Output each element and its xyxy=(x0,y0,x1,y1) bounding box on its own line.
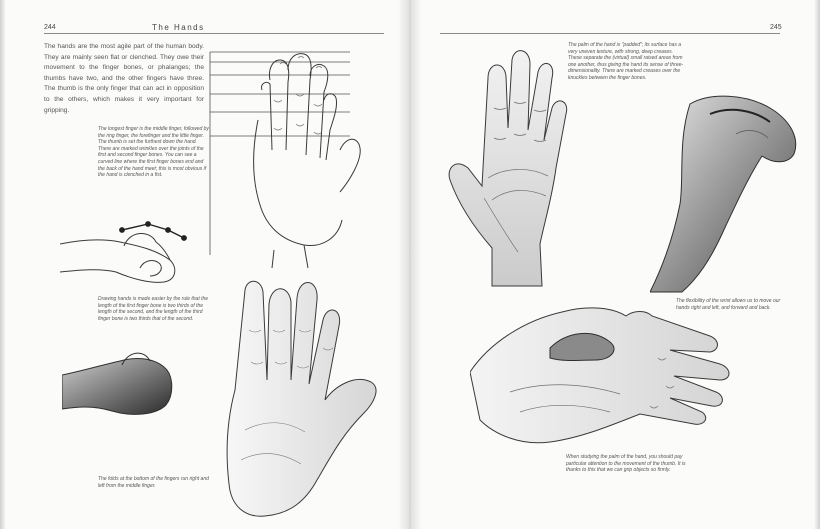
caption-drawing-hands: Drawing hands is made easier by the rule that the length of the first finger bone is two thirds of the length of the second, and the length of the third finger bone is two thirds that of the second. xyxy=(98,296,209,322)
caption-thumb: When studying the palm of the hand, you should pay particular attention to the movement of the thumb. It is thanks to this that we can grip objects so firmly. xyxy=(566,454,686,474)
caption-finger-lengths: The longest finger is the middle finger, followed by the ring finger, the forefinger and the little finger. The thumb is set the furthest down the hand. There are marked wrinkles over the joints of the first and second finger bones. You can see a curved line where the first finger bones end and the back of the hand meet; this is most obvious if the hand is clenched in a fist. xyxy=(98,126,209,179)
bent-wrist-hand-illustration xyxy=(650,94,818,294)
caption-wrist: The flexibility of the wrist allows us to move our hands right and left, and forward and back. xyxy=(676,298,781,311)
fist-side-illustration xyxy=(62,345,182,420)
hand-back-large-illustration xyxy=(205,270,390,525)
palm-front-illustration xyxy=(448,48,578,288)
running-title: The Hands xyxy=(152,23,205,32)
page-number: 244 xyxy=(44,24,56,31)
gripping-hand-bones-illustration xyxy=(60,220,210,292)
header-rule xyxy=(440,33,780,34)
hand-thumb-extended-illustration xyxy=(470,302,740,452)
caption-palm: The palm of the hand is "padded"; its surface has a very uneven texture, with strong, deep creases. These separate the (virtual) small raised areas from one another, thus giving the hand its sense of three-dimensionality. There are marked creases over the knuckles between the finger bones. xyxy=(568,42,684,81)
hand-back-proportion-illustration xyxy=(200,40,370,270)
header-rule xyxy=(44,33,384,34)
body-text: The hands are the most agile part of the human body. They are mainly seen flat or clenched. They owe their movement to the finger bones, or phalanges; the thumbs have two, and the other fingers have three. The thumb is the only finger that can act in opposition to the others, which makes it very important for gripping. xyxy=(44,43,204,114)
right-page xyxy=(410,0,820,529)
page-number: 245 xyxy=(770,24,782,31)
page-edge-shadow xyxy=(0,0,6,529)
caption-folds: The folds at the bottom of the fingers run right and left from the middle finger. xyxy=(98,476,209,489)
